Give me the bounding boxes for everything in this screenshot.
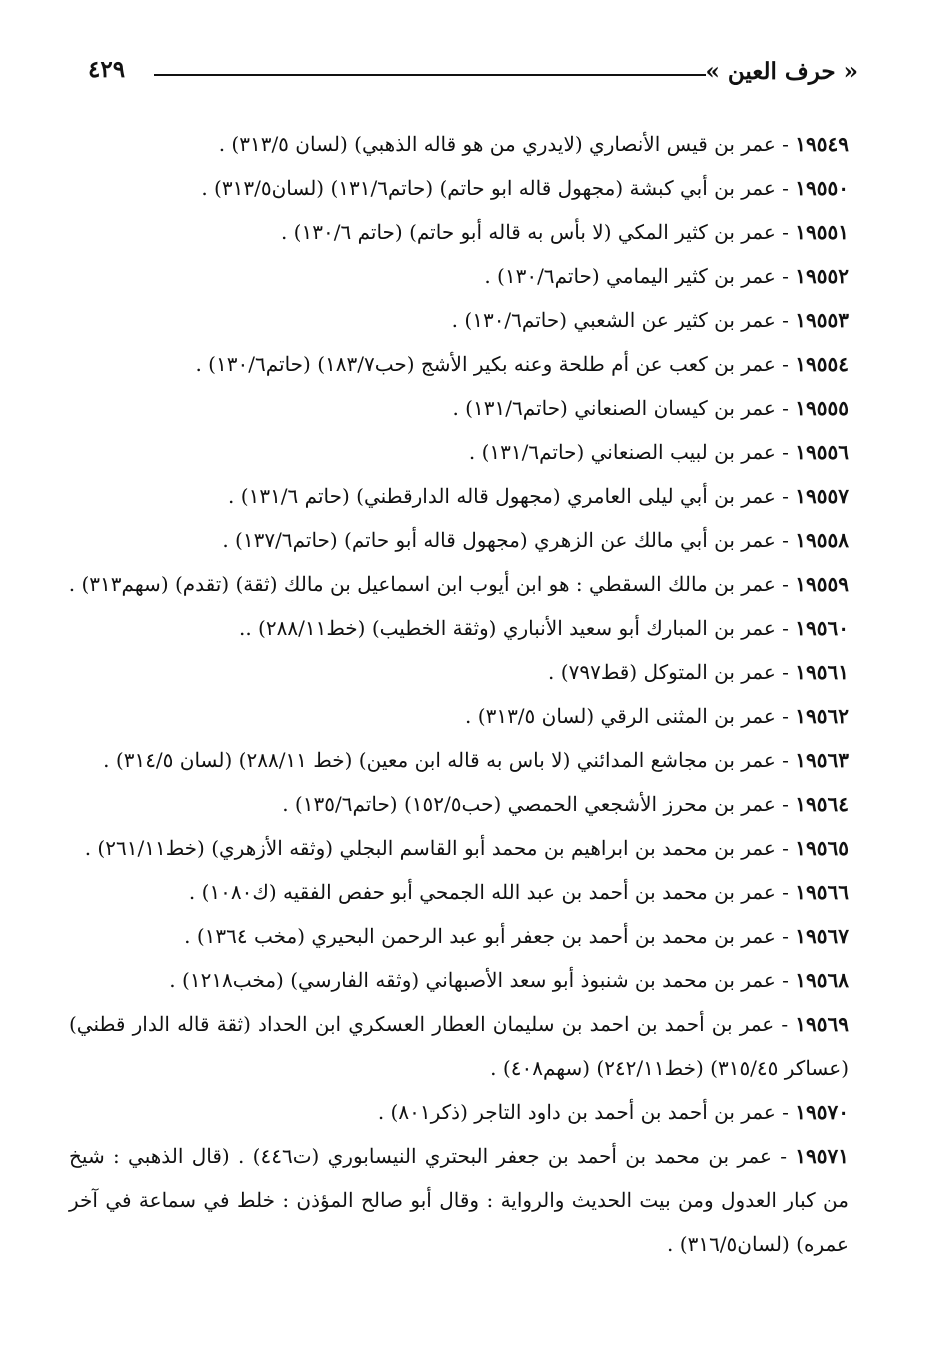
entry-text: - عمر بن المتوكل (قط٧٩٧) . — [548, 660, 796, 684]
entry-number: ١٩٥٥٢ — [795, 264, 849, 288]
entry-item — [69, 1002, 849, 1090]
entry-item — [69, 166, 849, 210]
entry-number: ١٩٥٧٠ — [795, 1100, 849, 1124]
entry-item — [69, 386, 849, 430]
entry-text: - عمر بن كثير عن الشعبي (حاتم١٣٠/٦) . — [451, 308, 796, 332]
entry-text: - عمر بن قيس الأنصاري (لايدري من هو قاله الذهبي) (لسان ٣١٣/٥) . — [218, 132, 796, 156]
entry-item — [69, 870, 849, 914]
entry-item — [69, 826, 849, 870]
entry-number: ١٩٥٧١ — [795, 1144, 850, 1168]
entry-number: ١٩٥٥٩ — [795, 572, 849, 596]
entry-text: - عمر بن لبيب الصنعاني (حاتم١٣١/٦) . — [468, 440, 796, 464]
entry-item — [69, 298, 849, 342]
chapter-title: « حرف العين » — [705, 58, 858, 85]
header-rule — [154, 74, 706, 76]
entry-text: - عمر بن كثير المكي (لا بأس به قاله أبو حاتم) (حاتم ١٣٠/٦) . — [280, 220, 796, 244]
entry-text: - عمر بن أحمد بن احمد بن سليمان العطار العسكري ابن الحداد (ثقة قاله الدار قطني) (عساكر ٣١٥/٤٥) (خط٢٤٢/١١) (سهم٤٠٨) . — [69, 1012, 849, 1080]
entry-text: - عمر بن المبارك أبو سعيد الأنباري (وثقة الخطيب) (خط٢٨٨/١١) .. — [238, 616, 796, 640]
entry-number: ١٩٥٥٠ — [795, 176, 849, 200]
entry-text: - عمر بن محمد بن أحمد بن جعفر البحتري النيسابوري (ت٤٤٦) . (قال الذهبي : شيخ من كبار العدول ومن بيت الحديث والرواية : وقال أبو صالح المؤذن : خلط في سماعة في آخر عمره) (لسان٣١٦/٥) . — [69, 1144, 849, 1256]
entry-item — [69, 958, 849, 1002]
entry-number: ١٩٥٦٠ — [795, 616, 849, 640]
entry-number: ١٩٥٦٧ — [795, 924, 849, 948]
entry-text: - عمر بن مالك السقطي : هو ابن أيوب ابن اسماعيل بن مالك (ثقة) (تقدم) (سهم٣١٣) . — [68, 572, 796, 596]
entry-item — [69, 650, 849, 694]
entry-item — [69, 782, 849, 826]
entry-number: ١٩٥٦٨ — [795, 968, 849, 992]
entry-text: - عمر بن كعب عن أم طلحة وعنه بكير الأشج (حب١٨٣/٧) (حاتم١٣٠/٦) . — [195, 352, 796, 376]
entry-number: ١٩٥٥٦ — [795, 440, 849, 464]
entry-number: ١٩٥٤٩ — [795, 132, 849, 156]
entry-number: ١٩٥٥٤ — [795, 352, 849, 376]
entry-item — [69, 210, 849, 254]
entry-text: - عمر بن كيسان الصنعاني (حاتم١٣١/٦) . — [452, 396, 796, 420]
entry-item — [69, 694, 849, 738]
entry-number: ١٩٥٦١ — [795, 660, 849, 684]
entry-item — [69, 738, 849, 782]
entry-text: - عمر بن محمد بن ابراهيم بن محمد أبو القاسم البجلي (وثقه الأزهري) (خط٢٦١/١١) . — [84, 836, 796, 860]
entry-item — [69, 562, 849, 606]
entry-item — [69, 914, 849, 958]
entry-text: - عمر بن أبي كبشة (مجهول قاله ابو حاتم) (حاتم١٣١/٦) (لسان٣١٣/٥) . — [201, 176, 796, 200]
entry-item — [69, 1090, 849, 1134]
entry-item — [69, 342, 849, 386]
entry-number: ١٩٥٥٣ — [795, 308, 849, 332]
entry-number: ١٩٥٦٥ — [795, 836, 849, 860]
entry-item — [69, 474, 849, 518]
entry-text: - عمر بن محمد بن أحمد بن جعفر أبو عبد الرحمن البحيري (مخب ١٣٦٤) . — [184, 924, 796, 948]
entry-number: ١٩٥٥٥ — [795, 396, 849, 420]
entry-text: - عمر بن مجاشع المدائني (لا باس به قاله ابن معين) (خط ٢٨٨/١١) (لسان ٣١٤/٥) . — [103, 748, 796, 772]
entry-item — [69, 518, 849, 562]
entry-item — [69, 122, 849, 166]
entry-text: - عمر بن محمد بن أحمد بن عبد الله الجمحي أبو حفص الفقيه (ك١٠٨٠) . — [188, 880, 796, 904]
entry-number: ١٩٥٥٨ — [795, 528, 849, 552]
entry-list — [69, 122, 849, 1266]
entry-number: ١٩٥٦٩ — [795, 1012, 849, 1036]
entry-number: ١٩٥٦٣ — [795, 748, 849, 772]
entry-number: ١٩٥٦٢ — [795, 704, 849, 728]
entry-text: - عمر بن محرز الأشجعي الحمصي (حب١٥٢/٥) (حاتم١٣٥/٦) . — [282, 792, 796, 816]
entry-text: - عمر بن كثير اليمامي (حاتم١٣٠/٦) . — [484, 264, 796, 288]
entry-number: ١٩٥٥٧ — [795, 484, 849, 508]
entry-number: ١٩٥٦٤ — [795, 792, 849, 816]
entry-item — [69, 254, 849, 298]
entry-number: ١٩٥٦٦ — [795, 880, 849, 904]
entry-item — [69, 1134, 849, 1266]
page-header — [88, 52, 858, 92]
entry-item — [69, 606, 849, 650]
entry-text: - عمر بن أبي ليلى العامري (مجهول قاله الدارقطني) (حاتم ١٣١/٦) . — [228, 484, 796, 508]
entry-text: - عمر بن المثنى الرقي (لسان ٣١٣/٥) . — [465, 704, 796, 728]
entry-item — [69, 430, 849, 474]
page-number: ٤٢٩ — [88, 56, 126, 83]
entry-text: - عمر بن أبي مالك عن الزهري (مجهول قاله أبو حاتم) (حاتم١٣٧/٦) . — [222, 528, 796, 552]
entry-number: ١٩٥٥١ — [795, 220, 849, 244]
entry-text: - عمر بن محمد بن شنبوذ أبو سعد الأصبهاني (وثقه الفارسي) (مخب١٢١٨) . — [169, 968, 796, 992]
entry-text: - عمر بن أحمد بن أحمد بن داود التاجر (ذكر٨٠١) . — [377, 1100, 796, 1124]
